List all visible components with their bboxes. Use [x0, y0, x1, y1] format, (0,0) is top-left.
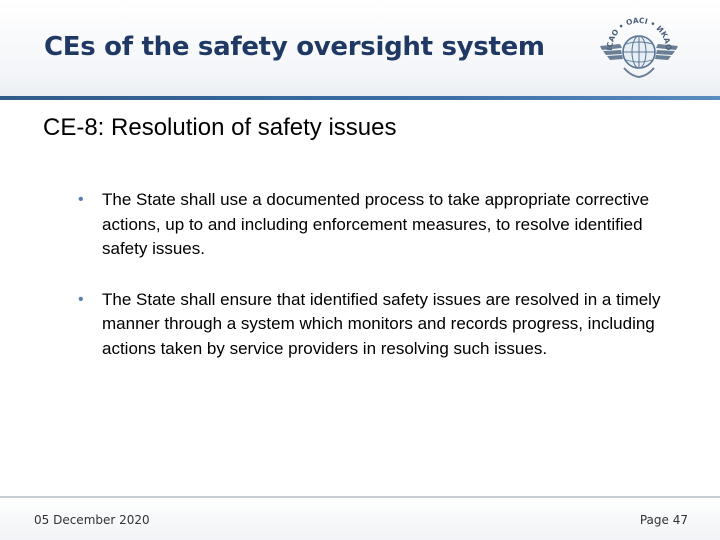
logo-text: ICAO • OACI • ИКАО [604, 15, 674, 51]
bullet-item [78, 188, 688, 262]
header-divider [0, 96, 720, 100]
footer-divider [0, 496, 720, 498]
bullet-text: The State shall ensure that identified safety issues are resolved in a timely manner through a system which monitors and records progress, including actions taken by service providers in resolving such issues. [102, 289, 661, 358]
bullet-icon: • [78, 290, 84, 308]
bullet-icon: • [78, 191, 84, 208]
bullet-item [78, 288, 688, 362]
footer-date: 05 December 2020 [34, 513, 150, 527]
slide-title: CEs of the safety oversight system [44, 32, 545, 62]
bullet-text: The State shall use a documented process to take appropriate corrective actions, up to and including enforcement measures, to resolve identified safety issues. [102, 190, 650, 258]
icao-emblem-icon [598, 10, 680, 86]
page-number: Page 47 [639, 513, 688, 527]
bullet-list [78, 188, 688, 361]
slide-subtitle: CE-8: Resolution of safety issues [43, 114, 397, 141]
